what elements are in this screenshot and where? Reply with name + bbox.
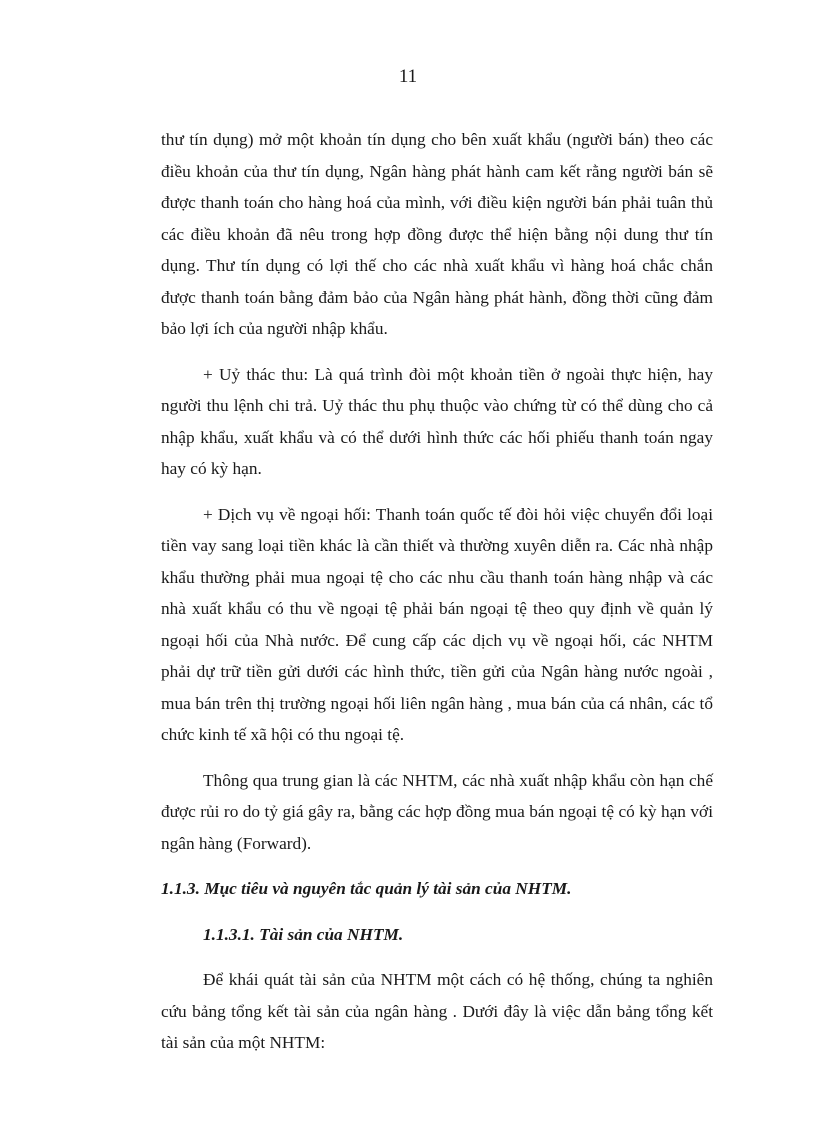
section-heading-1-1-3-1: 1.1.3.1. Tài sản của NHTM. — [203, 924, 404, 944]
paragraph-assets-intro: Để khái quát tài sản của NHTM một cách có hệ thống, chúng ta nghiên cứu bảng tổng kết tài sản của ngân hàng . Dưới đây là việc dẫn bảng tổng kết tài sản của một NHTM: — [161, 970, 713, 1052]
paragraph-foreign-exchange: + Dịch vụ về ngoại hối: Thanh toán quốc tế đòi hỏi việc chuyển đổi loại tiền vay sang loại tiền khác là cần thiết và thường xuyên diễn ra. Các nhà nhập khẩu thường phải mua ngoại tệ cho các nhu cầu thanh toán hàng nhập và các nhà xuất khẩu có thu về ngoại tệ phải bán ngoại tệ theo quy định về quản lý ngoại hối của Nhà nước. Để cung cấp các dịch vụ về ngoại hối, các NHTM phải dự trữ tiền gửi dưới các hình thức, tiền gửi của Ngân hàng nước ngoài , mua bán trên thị trường ngoại hối liên ngân hàng , mua bán của cá nhân, các tổ chức kinh tế xã hội có thu ngoại tệ. — [161, 504, 713, 744]
page-number: 11 — [398, 66, 418, 87]
body-text — [161, 124, 713, 1073]
paragraph-forward: Thông qua trung gian là các NHTM, các nhà xuất nhập khẩu còn hạn chế được rủi ro do tỷ giá gây ra, bằng các hợp đồng mua bán ngoại tệ có kỳ hạn với ngân hàng (Forward). — [161, 770, 713, 853]
paragraph-letter-of-credit: thư tín dụng) mở một khoản tín dụng cho bên xuất khẩu (người bán) theo các điều khoản của thư tín dụng, Ngân hàng phát hành cam kết rằng người bán sẽ được thanh toán cho hàng hoá của mình, với điều kiện người bán phải tuân thủ các điều khoản đã nêu trong hợp đồng được thể hiện bằng nội dung thư tín dụng. Thư tín dụng có lợi thế cho các nhà xuất khẩu vì hàng hoá chắc chắn được thanh toán bằng đảm bảo của Ngân hàng phát hành, đồng thời cũng đảm bảo lợi ích của người nhập khẩu. — [161, 130, 713, 338]
section-heading-1-1-3: 1.1.3. Mục tiêu và nguyên tắc quản lý tài sản của NHTM. — [161, 879, 572, 898]
paragraph-collection: + Uỷ thác thu: Là quá trình đòi một khoản tiền ở ngoài thực hiện, hay người thu lệnh chi trả. Uỷ thác thu phụ thuộc vào chứng từ có thể dùng cho cả nhập khẩu, xuất khẩu và có thể dưới hình thức các hối phiếu thanh toán ngay hay có kỳ hạn. — [161, 364, 713, 478]
